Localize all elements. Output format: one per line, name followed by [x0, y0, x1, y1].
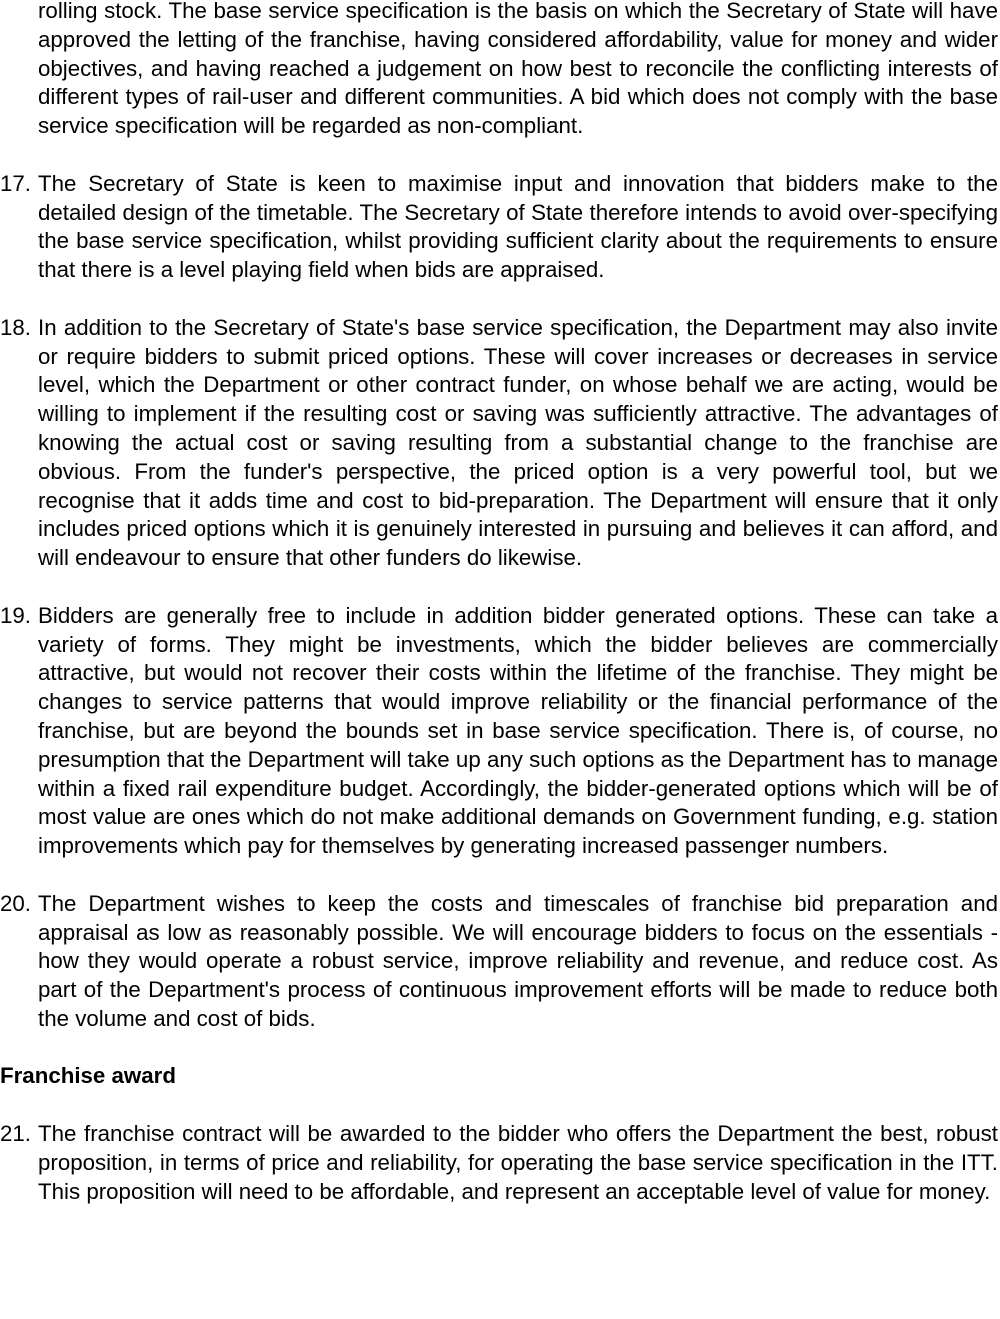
paragraph-17	[0, 170, 998, 285]
paragraph-21	[0, 1120, 998, 1206]
paragraph-number: 17.	[0, 170, 31, 196]
section-heading: Franchise award	[0, 1063, 176, 1089]
paragraph-text: rolling stock. The base service specification is the basis on which the Secretary of State will have approved the letting of the franchise, having considered affordability, value for money and wider objectives, and having reached a judgement on how best to reconcile the conflicting interests of different types of rail-user and different communities. A bid which does not comply with the base service specification will be regarded as non-compliant.	[38, 0, 998, 139]
paragraph-18	[0, 314, 998, 573]
paragraph-number: 19.	[0, 602, 31, 628]
paragraph-20	[0, 890, 998, 1034]
paragraph-19	[0, 602, 998, 861]
paragraph-text: The Secretary of State is keen to maximise input and innovation that bidders make to the detailed design of the timetable. The Secretary of State therefore intends to avoid over-specifying the base service specification, whilst providing sufficient clarity about the requirements to ensure that there is a level playing field when bids are appraised.	[38, 170, 998, 283]
paragraph-text: The Department wishes to keep the costs and timescales of franchise bid preparation and appraisal as low as reasonably possible. We will encourage bidders to focus on the essentials - how they would operate a robust service, improve reliability and revenue, and reduce cost. As part of the Department's process of continuous improvement efforts will be made to reduce both the volume and cost of bids.	[38, 890, 998, 1031]
paragraph-text: In addition to the Secretary of State's base service specification, the Department may also invite or require bidders to submit priced options. These will cover increases or decreases in service level, which the Department or other contract funder, on whose behalf we are acting, would be willing to implement if the resulting cost or saving was sufficiently attractive. The advantages of knowing the actual cost or saving resulting from a substantial change to the franchise are obvious. From the funder's perspective, the priced option is a very powerful tool, but we recognise that it adds time and cost to bid-preparation. The Department will ensure that it only includes priced options which it is genuinely interested in pursuing and believes it can afford, and will endeavour to ensure that other funders do likewise.	[38, 314, 998, 571]
paragraph-number: 21.	[0, 1121, 31, 1147]
paragraph-text: Bidders are generally free to include in addition bidder generated options. These can take a variety of forms. They might be investments, which the bidder believes are commercially attractive, but would not recover their costs within the lifetime of the franchise. They might be changes to service patterns that would improve reliability or the financial performance of the franchise, but are beyond the bounds set in base service specification. There is, of course, no presumption that the Department will take up any such options as the Department has to manage within a fixed rail expenditure budget. Accordingly, the bidder-generated options which will be of most value are ones which do not make additional demands on Government funding, e.g. station improvements which pay for themselves by generating increased passenger numbers.	[38, 602, 998, 859]
paragraph-16-continuation	[0, 0, 998, 141]
paragraph-text: The franchise contract will be awarded to the bidder who offers the Department the best, robust proposition, in terms of price and reliability, for operating the base service specification in the ITT. This proposition will need to be affordable, and represent an acceptable level of value for money.	[38, 1121, 998, 1204]
paragraph-number: 18.	[0, 314, 31, 340]
paragraph-number: 20.	[0, 890, 31, 916]
